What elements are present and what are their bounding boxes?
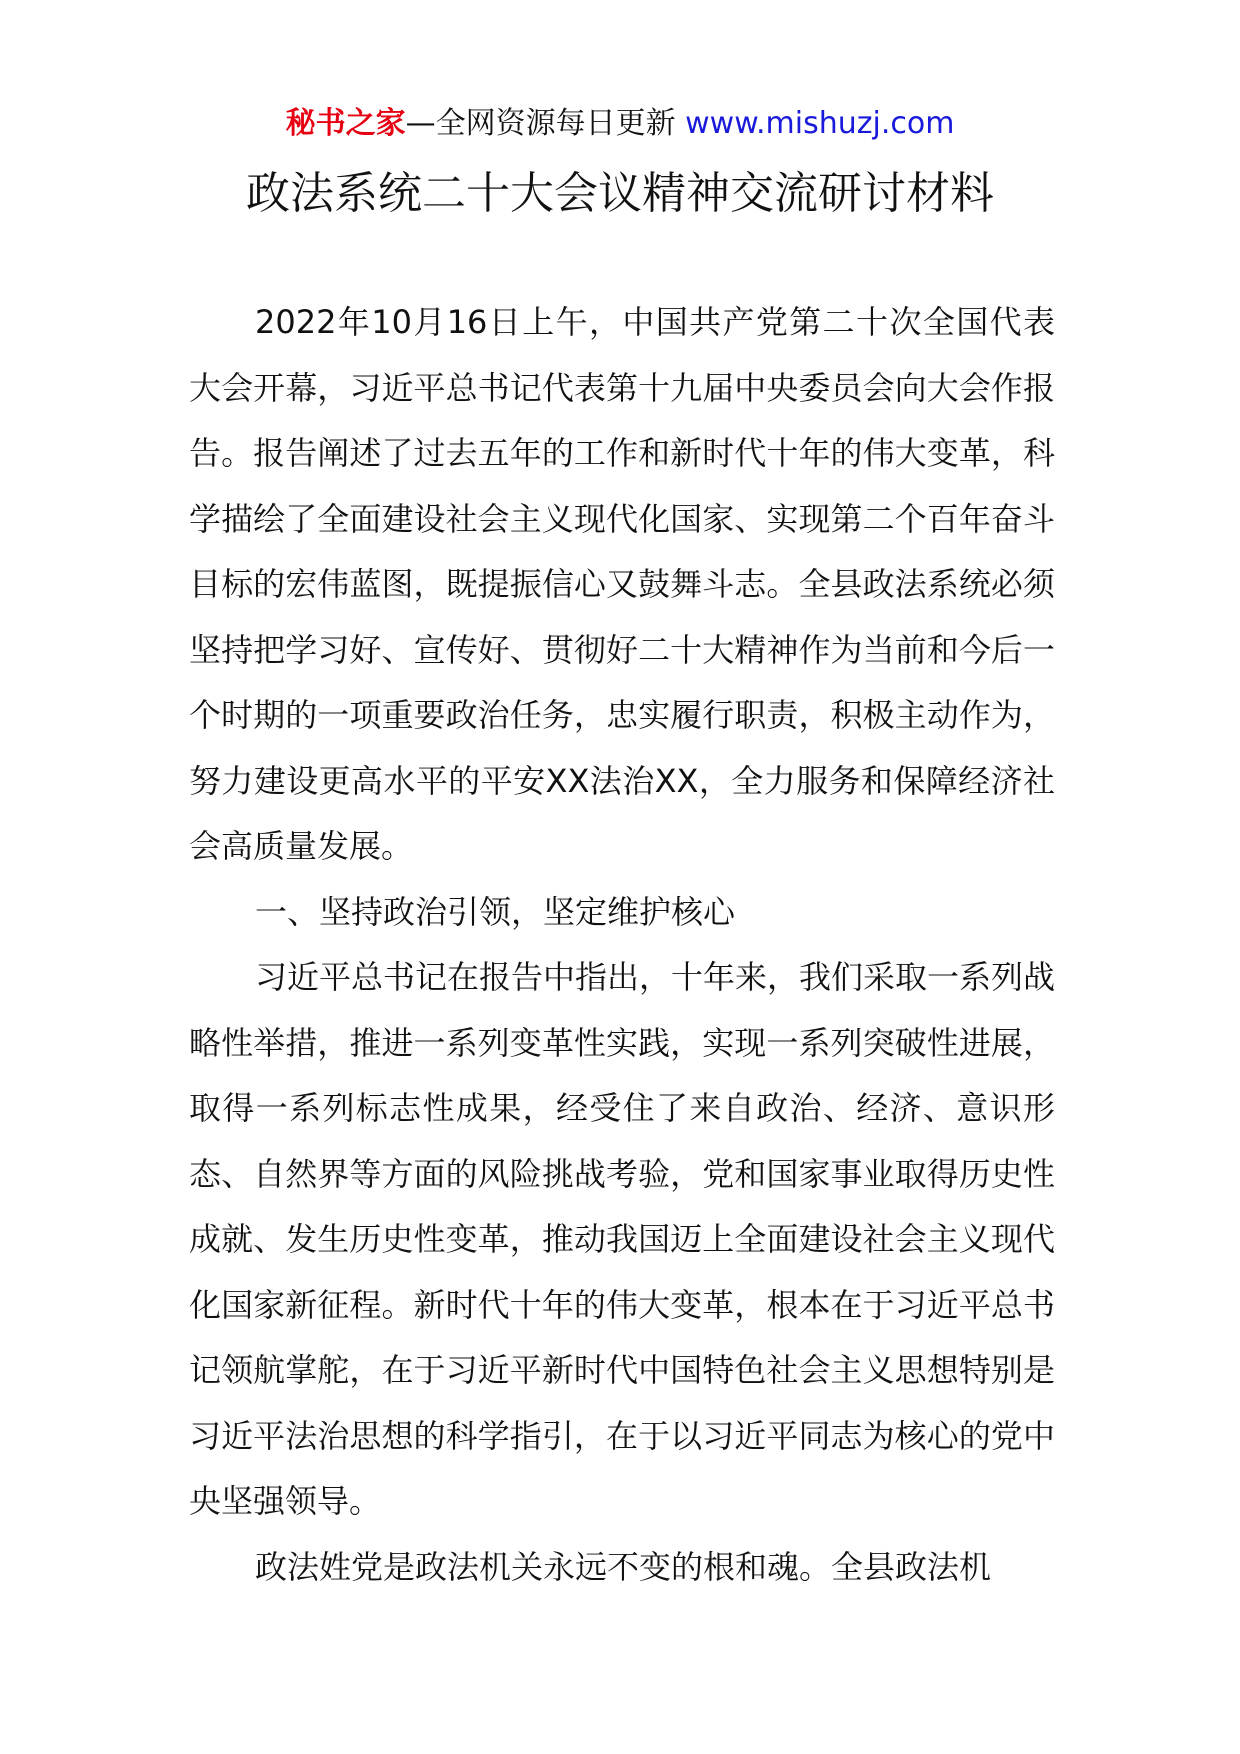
site-brand[interactable]: 秘书之家 [285,106,406,141]
paragraph-section-1: 习近平总书记在报告中指出，十年来，我们采取一系列战略性举措，推进一系列变革性实践，实现一系列突破性进展，取得一系列标志性成果，经受住了来自政治、经济、意识形态、自然界等方面的风险挑战考验，党和国家事业取得历史性成就、发生历史性变革，推动我国迈上全面建设社会主义现代化国家新征程。新时代十年的伟大变革，根本在于习近平总书记领航掌舵，在于习近平新时代中国特色社会主义思想特别是习近平法治思想的科学指引，在于以习近平同志为核心的党中央坚强领导。 [189,958,1056,1520]
document-title: 政法系统二十大会议精神交流研讨材料 [246,168,994,219]
document-body [189,290,1055,1600]
paragraph-partial: 政法姓党是政法机关永远不变的根和魂。全县政法机 [255,1547,992,1586]
section-heading-1: 一、坚持政治引领，坚定维护核心 [255,892,736,931]
site-url-link[interactable]: www.mishuzj.com [685,106,955,141]
paragraph-intro: 2022年10月16日上午，中国共产党第二十次全国代表大会开幕，习近平总书记代表第十九届中央委员会向大会作报告。报告阐述了过去五年的工作和新时代十年的伟大变革，科学描绘了全面建设社会主义现代化国家、实现第二个百年奋斗目标的宏伟蓝图，既提振信心又鼓舞斗志。全县政法系统必须坚持把学习好、宣传好、贯彻好二十大精神作为当前和今后一个时期的一项重要政治任务，忠实履行职责，积极主动作为，努力建设更高水平的平安XX法治XX，全力服务和保障经济社会高质量发展。 [189,303,1055,865]
site-header [0,102,1240,146]
site-slogan: —全网资源每日更新 [405,106,676,141]
